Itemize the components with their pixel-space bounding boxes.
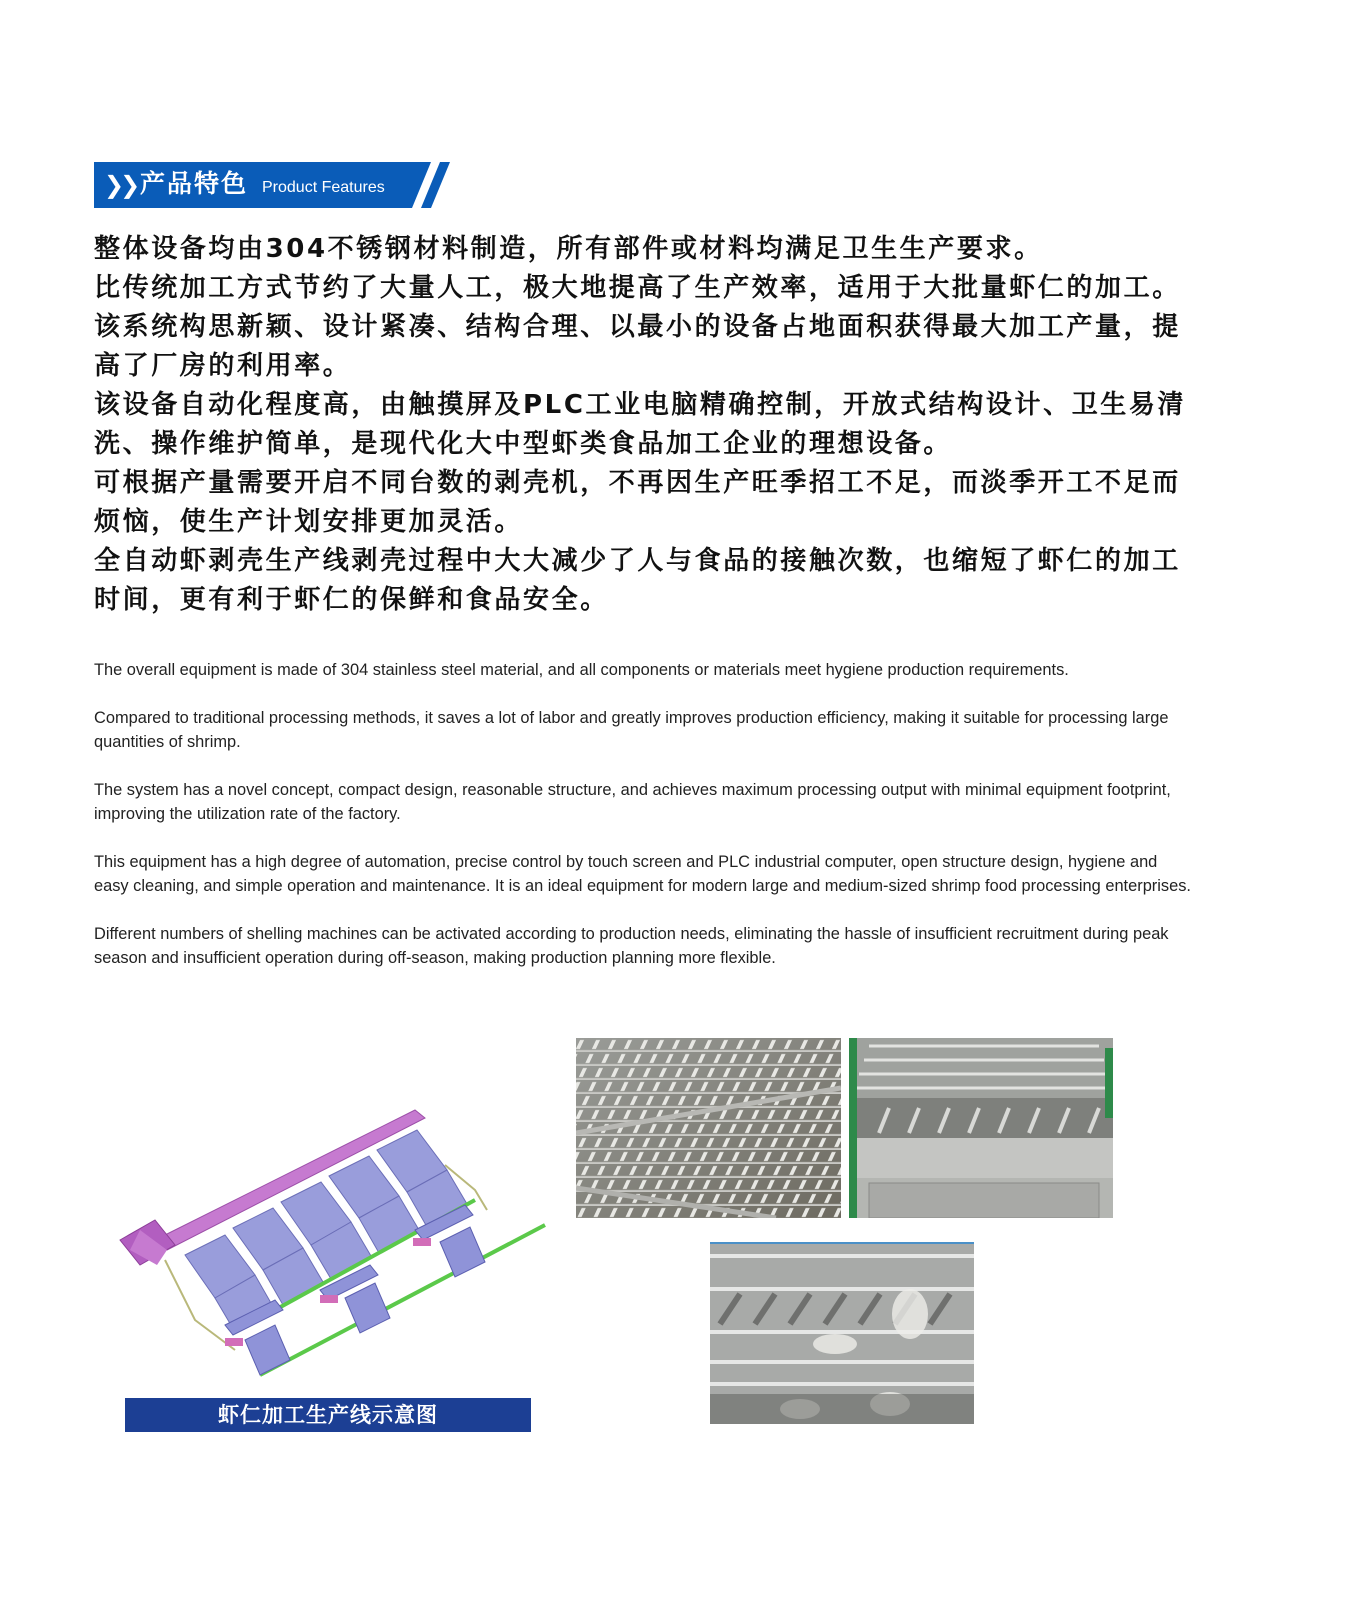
equipment-photo-machine-front	[849, 1038, 1113, 1218]
section-title-zh: 产品特色	[140, 169, 249, 198]
feature-zh-item: 比传统加工方式节约了大量人工，极大地提高了生产效率，适用于大批量虾仁的加工。	[94, 273, 1181, 303]
feature-en-item: The overall equipment is made of 304 stainless steel material, and all components or materials meet hygiene production requirements.	[94, 661, 1069, 679]
equipment-photo-roller-grid	[576, 1038, 841, 1218]
features-zh-list	[94, 230, 1204, 620]
features-en-list	[94, 658, 1194, 994]
feature-zh-item: 该设备自动化程度高，由触摸屏及PLC工业电脑精确控制，开放式结构设计、卫生易清洗、操作维护简单，是现代化大中型虾类食品加工企业的理想设备。	[94, 390, 1187, 459]
feature-en-item: The system has a novel concept, compact design, reasonable structure, and achieves maximum processing output with minimal equipment footprint, improving the utilization rate of the factory.	[94, 781, 1171, 823]
feature-zh-item: 全自动虾剥壳生产线剥壳过程中大大减少了人与食品的接触次数，也缩短了虾仁的加工时间，更有利于虾仁的保鲜和食品安全。	[94, 546, 1181, 615]
section-header-banner	[94, 162, 454, 208]
production-line-diagram	[115, 1070, 555, 1390]
feature-zh-item: 整体设备均由304不锈钢材料制造，所有部件或材料均满足卫生生产要求。	[94, 234, 1043, 264]
feature-en-item: Different numbers of shelling machines can be activated according to production needs, eliminating the hassle of insufficient recruitment during peak season and insufficient operation during off-season, making production planning more flexible.	[94, 925, 1169, 967]
feature-en-item: Compared to traditional processing methods, it saves a lot of labor and greatly improves production efficiency, making it suitable for processing large quantities of shrimp.	[94, 709, 1169, 751]
equipment-photo-shelling-rollers	[710, 1242, 974, 1424]
feature-en-item: This equipment has a high degree of automation, precise control by touch screen and PLC industrial computer, open structure design, hygiene and easy cleaning, and simple operation and maintenance. It is an ideal equipment for modern large and medium-sized shrimp food processing enterprises.	[94, 853, 1191, 895]
diagram-caption: 虾仁加工生产线示意图	[125, 1398, 531, 1432]
section-title-en: Product Features	[262, 179, 385, 196]
double-chevron-right-icon: ❯❯	[104, 171, 137, 199]
feature-zh-item: 该系统构思新颖、设计紧凑、结构合理、以最小的设备占地面积获得最大加工产量，提高了厂房的利用率。	[94, 312, 1181, 381]
feature-zh-item: 可根据产量需要开启不同台数的剥壳机，不再因生产旺季招工不足，而淡季开工不足而烦恼，使生产计划安排更加灵活。	[94, 468, 1181, 537]
